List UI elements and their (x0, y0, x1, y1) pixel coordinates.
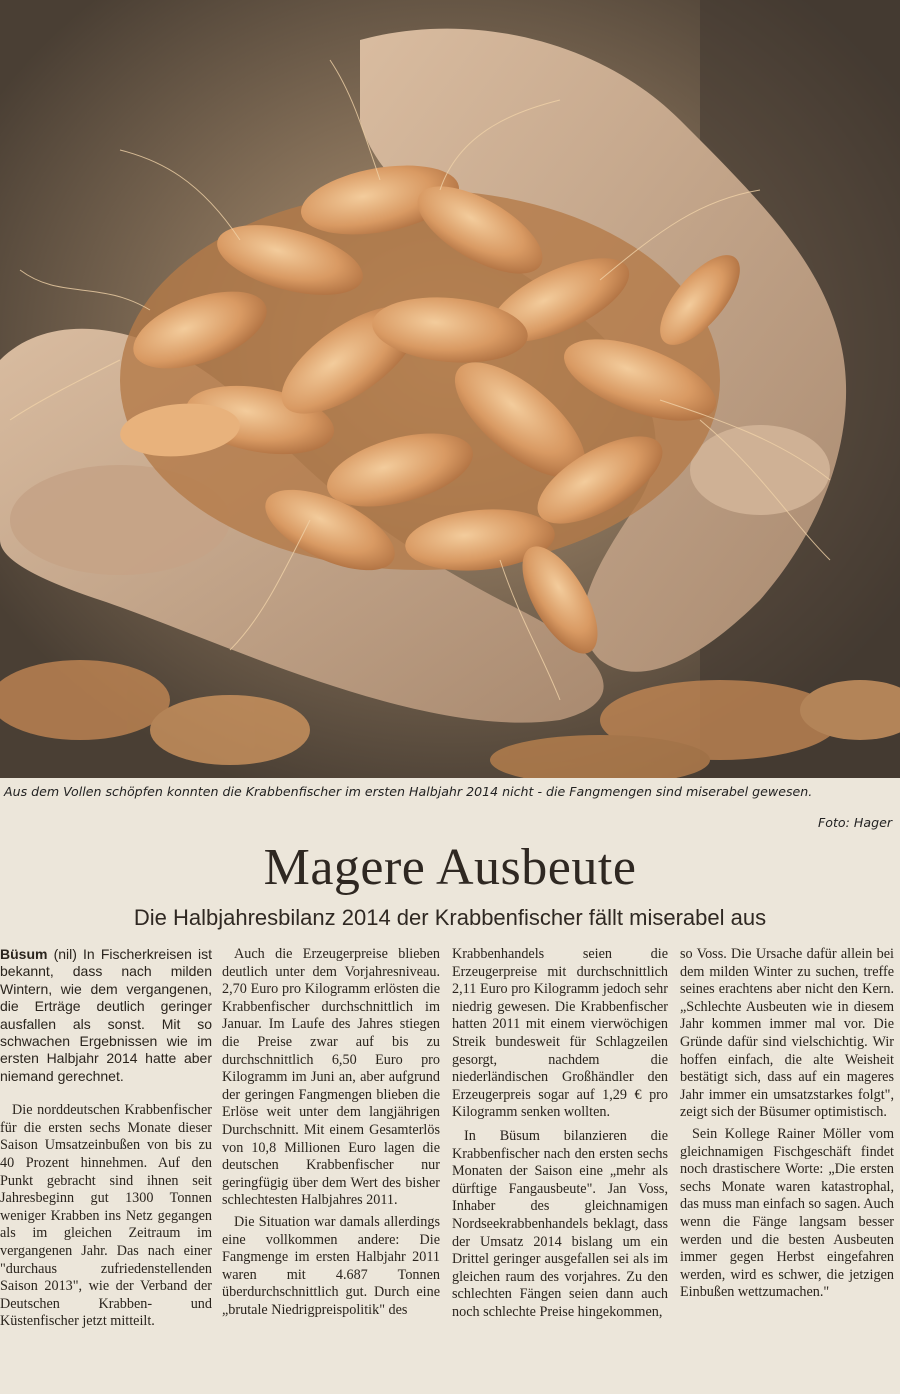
article-paragraph: In Büsum bilanzieren die Krabbenfischer nach den ersten sechs Monaten der Saison eine „mehr als dürftige Fangausbeute". Jan Voss, Inhaber des gleichnamigen Nordseekrabbenhandels beklagt, dass der Umsatz 2014 bislang um ein Drittel geringer ausgefallen sei als im gleichen raum des vorjahres. Zu den schlechten Fängen seien dann auch noch schlechte Preise hingekommen, (452, 1127, 668, 1320)
article-column-2 (222, 946, 440, 1386)
lead-paragraph (0, 946, 212, 1085)
lead-text: In Fischerkreisen ist bekannt, dass nach milden Wintern, wie dem vergangenen, die Erträge deutlich geringer ausfallen als sonst. Mit so schwachen Ergebnissen wie im ersten Halbjahr 2014 hatte aber niemand gerechnet. (0, 946, 212, 1084)
dateline: Büsum (0, 946, 48, 962)
article-paragraph: Die norddeutschen Krabbenfischer für die ersten sechs Monate dieser Saison Umsatzeinbußen von bis zu 40 Prozent hinnehmen. Auf den Punkt gebracht sind ihnen seit Jahresbeginn gut 1300 Tonnen weniger Krabben ins Netz gegangen als im gleichen Zeitraum im vergangenen Jahr. Das nach einer "durchaus zufriedenstellenden Saison 2013", wie der Verband der Deutschen Krabben- und Küstenfischer jetzt mitteilt. (0, 1102, 212, 1330)
article-column-1 (0, 946, 212, 1386)
article-paragraph: Auch die Erzeugerpreise blieben deutlich unter dem Vorjahresniveau. 2,70 Euro pro Kilogramm erlösten die Krabbenfischer durchschnittlich im Januar. Im Laufe des Jahres stiegen die Preise zwar auf bis zu durchschnittlich 6,50 Euro pro Kilogramm im Juni an, aber aufgrund der geringen Fangmengen blieben die Erlöse weit unter dem langjährigen Durchschnitt. Mit einem Gesamterlös von 10,8 Millionen Euro lagen die deutschen Krabbenfischer nur geringfügig über dem Wert des bisher schlechtesten Halbjahres 2011. (222, 946, 440, 1209)
article-column-3 (452, 946, 668, 1386)
article-paragraph: Krabbenhandels seien die Erzeugerpreise mit durchschnittlich 2,11 Euro pro Kilogramm jedoch sehr niedrig gewesen. Die Krabbenfischer hatten 2011 mit einem vierwöchigen Streik bundesweit für Schlagzeilen gesorgt, nachdem die niederländischen Großhändler den Erzeugerpreis sogar auf 1,29 € pro Kilogramm senken wollten. (452, 946, 668, 1121)
article-paragraph: Die Situation war damals allerdings eine vollkommen andere: Die Fangmenge im ersten Halbjahr 2011 waren mit 4.687 Tonnen überdurchschnittlich gut. Durch eine „brutale Niedrigpreispolitik" des (222, 1213, 440, 1318)
photo-credit: Foto: Hager (818, 815, 892, 830)
photo-caption: Aus dem Vollen schöpfen konnten die Krabbenfischer im ersten Halbjahr 2014 nicht - die Fangmengen sind miserabel gewesen. (4, 784, 813, 799)
subheadline: Die Halbjahresbilanz 2014 der Krabbenfischer fällt miserabel aus (133, 905, 767, 930)
article-paragraph: Sein Kollege Rainer Möller vom gleichnamigen Fischgeschäft findet noch drastischere Worte: „Die ersten sechs Monate waren katastrophal, das muss man einfach so sagen. Auch wenn die Fänge langsam besser werden und die besten Ausbeuten immer gegen Herbst eingefahren werden, wird es schwer, die jetzigen Einbußen wettzumachen." (680, 1125, 894, 1301)
article-paragraph: so Voss. Die Ursache dafür allein bei dem milden Winter zu suchen, treffe seines erachtens aber nicht den Kern. „Schlechte Ausbeuten wie in diesem Jahr kommen immer mal vor. Die Gründe dafür sind vielschichtig. Wir hoffen einfach, die alte Weisheit bestätigt sich, dass auf ein mageres Jahr immer ein umsatzstarkes folgt", zeigt sich der Büsumer optimistisch. (680, 946, 894, 1121)
byline-code: (nil) (53, 946, 77, 962)
headline: Magere Ausbeute (263, 839, 637, 896)
article-column-4 (680, 946, 894, 1386)
